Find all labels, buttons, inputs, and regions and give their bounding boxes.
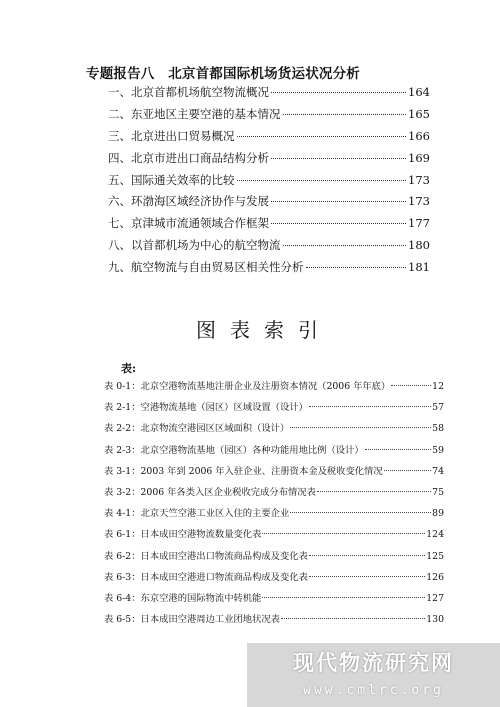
dot-leader (309, 575, 425, 577)
toc-entry-label: 八、以首都机场为中心的航空物流 (108, 238, 281, 253)
table-index-entry-label: 表 3-2：2006 年各类入区企业税收完成分布情况表 (104, 486, 316, 498)
table-index-entry-page: 126 (426, 571, 444, 583)
toc-entry[interactable] (108, 106, 430, 128)
table-index-entry-label: 表 3-1：2003 年到 2006 年入驻企业、注册资本金及税收变化情况 (104, 465, 383, 477)
table-index-entry-label: 表 2-2：北京物流空港园区区域面积（设计） (104, 423, 290, 435)
toc-entry-label: 四、北京市进出口商品结构分析 (108, 150, 269, 165)
dot-leader (309, 405, 431, 407)
dot-leader (309, 554, 425, 556)
table-index-entry[interactable] (104, 590, 444, 611)
table-index-entry-label: 表 6-1：日本成田空港物流数量变化表 (104, 529, 262, 541)
table-index-entry[interactable] (104, 420, 444, 441)
table-index-entry[interactable] (104, 484, 444, 505)
dot-leader (391, 384, 431, 386)
toc-entry-page: 180 (408, 238, 430, 253)
toc-entry-page: 166 (408, 128, 430, 143)
dot-leader (271, 91, 406, 93)
table-index-entry-label: 表 4-1：北京天竺空港工业区入住的主要企业 (104, 508, 290, 520)
table-index-entry-page: 125 (426, 550, 444, 562)
dot-leader (365, 448, 432, 450)
table-index-entry-label: 表 2-1：空港物流基地（园区）区域设置（设计） (104, 402, 308, 414)
toc-entry[interactable] (108, 150, 430, 172)
table-index-entry-page: 75 (432, 486, 444, 498)
table-index-entry-page: 12 (432, 381, 444, 392)
toc-entry-label: 二、东亚地区主要空港的基本情况 (108, 106, 281, 121)
toc-entry[interactable] (108, 193, 430, 215)
toc-entry-page: 164 (408, 85, 430, 99)
table-index-entry[interactable] (104, 463, 444, 484)
table-index-entry-label: 表 6-2：日本成田空港出口物流商品构成及变化表 (104, 550, 308, 562)
dot-leader (271, 157, 406, 159)
table-index-entry[interactable] (104, 548, 444, 569)
dot-leader (271, 200, 406, 202)
dot-leader (317, 490, 431, 492)
report-toc (108, 84, 430, 281)
toc-entry[interactable] (108, 237, 430, 259)
table-index-list (104, 378, 444, 632)
dot-leader (237, 135, 407, 137)
dot-leader (262, 596, 425, 598)
dot-leader (237, 179, 407, 181)
table-index-entry-page: 57 (432, 402, 444, 414)
table-index-entry-page: 89 (432, 508, 444, 520)
dot-leader (283, 244, 407, 246)
table-index-entry-label: 表 6-3：日本成田空港进口物流商品构成及变化表 (104, 571, 308, 583)
toc-entry[interactable] (108, 172, 430, 194)
table-index-entry-page: 58 (432, 423, 444, 435)
table-index-entry[interactable] (104, 505, 444, 526)
dot-leader (262, 532, 425, 534)
toc-entry[interactable] (108, 84, 430, 106)
table-index-entry[interactable] (104, 526, 444, 547)
toc-entry[interactable] (108, 128, 430, 150)
dot-leader (306, 266, 407, 268)
dot-leader (290, 511, 431, 513)
table-index-entry[interactable] (104, 399, 444, 420)
table-index-entry[interactable] (104, 611, 444, 632)
table-index-entry-label: 表 0-1：北京空港物流基地注册企业及注册资本情况（2006 年年底） (104, 381, 391, 392)
watermark-title: 现代物流研究网 (293, 651, 454, 675)
dot-leader (281, 617, 425, 619)
toc-entry-page: 173 (408, 194, 430, 209)
toc-entry-label: 一、北京首都机场航空物流概况 (108, 85, 269, 99)
dot-leader (384, 469, 432, 471)
toc-entry-label: 六、环渤海区域经济协作与发展 (108, 194, 269, 209)
table-index-entry-label: 表 6-4：东京空港的国际物流中转机能 (104, 592, 262, 604)
table-index-entry-label: 表 6-5：日本成田空港周边工业团地状况表 (104, 614, 280, 626)
toc-entry-label: 九、航空物流与自由贸易区相关性分析 (108, 260, 304, 275)
toc-entry-page: 181 (408, 260, 430, 275)
index-heading: 图表索引 (196, 318, 332, 342)
table-index-entry-label: 表 2-3：北京空港物流基地（园区）各种功能用地比例（设计） (104, 444, 364, 456)
dot-leader (271, 222, 406, 224)
toc-entry-page: 169 (408, 150, 430, 165)
toc-entry-page: 177 (408, 216, 430, 231)
toc-entry-page: 165 (408, 106, 430, 121)
table-index-entry-page: 74 (432, 465, 444, 477)
table-index-entry-page: 124 (426, 529, 444, 541)
tables-label: 表: (121, 362, 137, 375)
table-index-entry-page: 59 (432, 444, 444, 456)
table-index-entry[interactable] (104, 442, 444, 463)
table-index-entry[interactable] (104, 569, 444, 590)
toc-entry[interactable] (108, 215, 430, 237)
toc-entry-label: 七、京津城市流通领域合作框架 (108, 216, 269, 231)
report-title: 专题报告八 北京首都国际机场货运状况分析 (86, 66, 360, 82)
toc-entry-label: 五、国际通关效率的比较 (108, 172, 235, 187)
dot-leader (290, 426, 431, 428)
dot-leader (283, 113, 407, 115)
table-index-entry-page: 127 (426, 592, 444, 604)
watermark-logo (247, 643, 500, 707)
toc-entry-label: 三、北京进出口贸易概况 (108, 128, 235, 143)
table-index-entry-page: 130 (426, 614, 444, 626)
toc-entry[interactable] (108, 259, 430, 281)
toc-entry-page: 173 (408, 172, 430, 187)
table-index-entry[interactable] (104, 378, 444, 399)
watermark-url: www.cmlrc.org (303, 683, 444, 698)
